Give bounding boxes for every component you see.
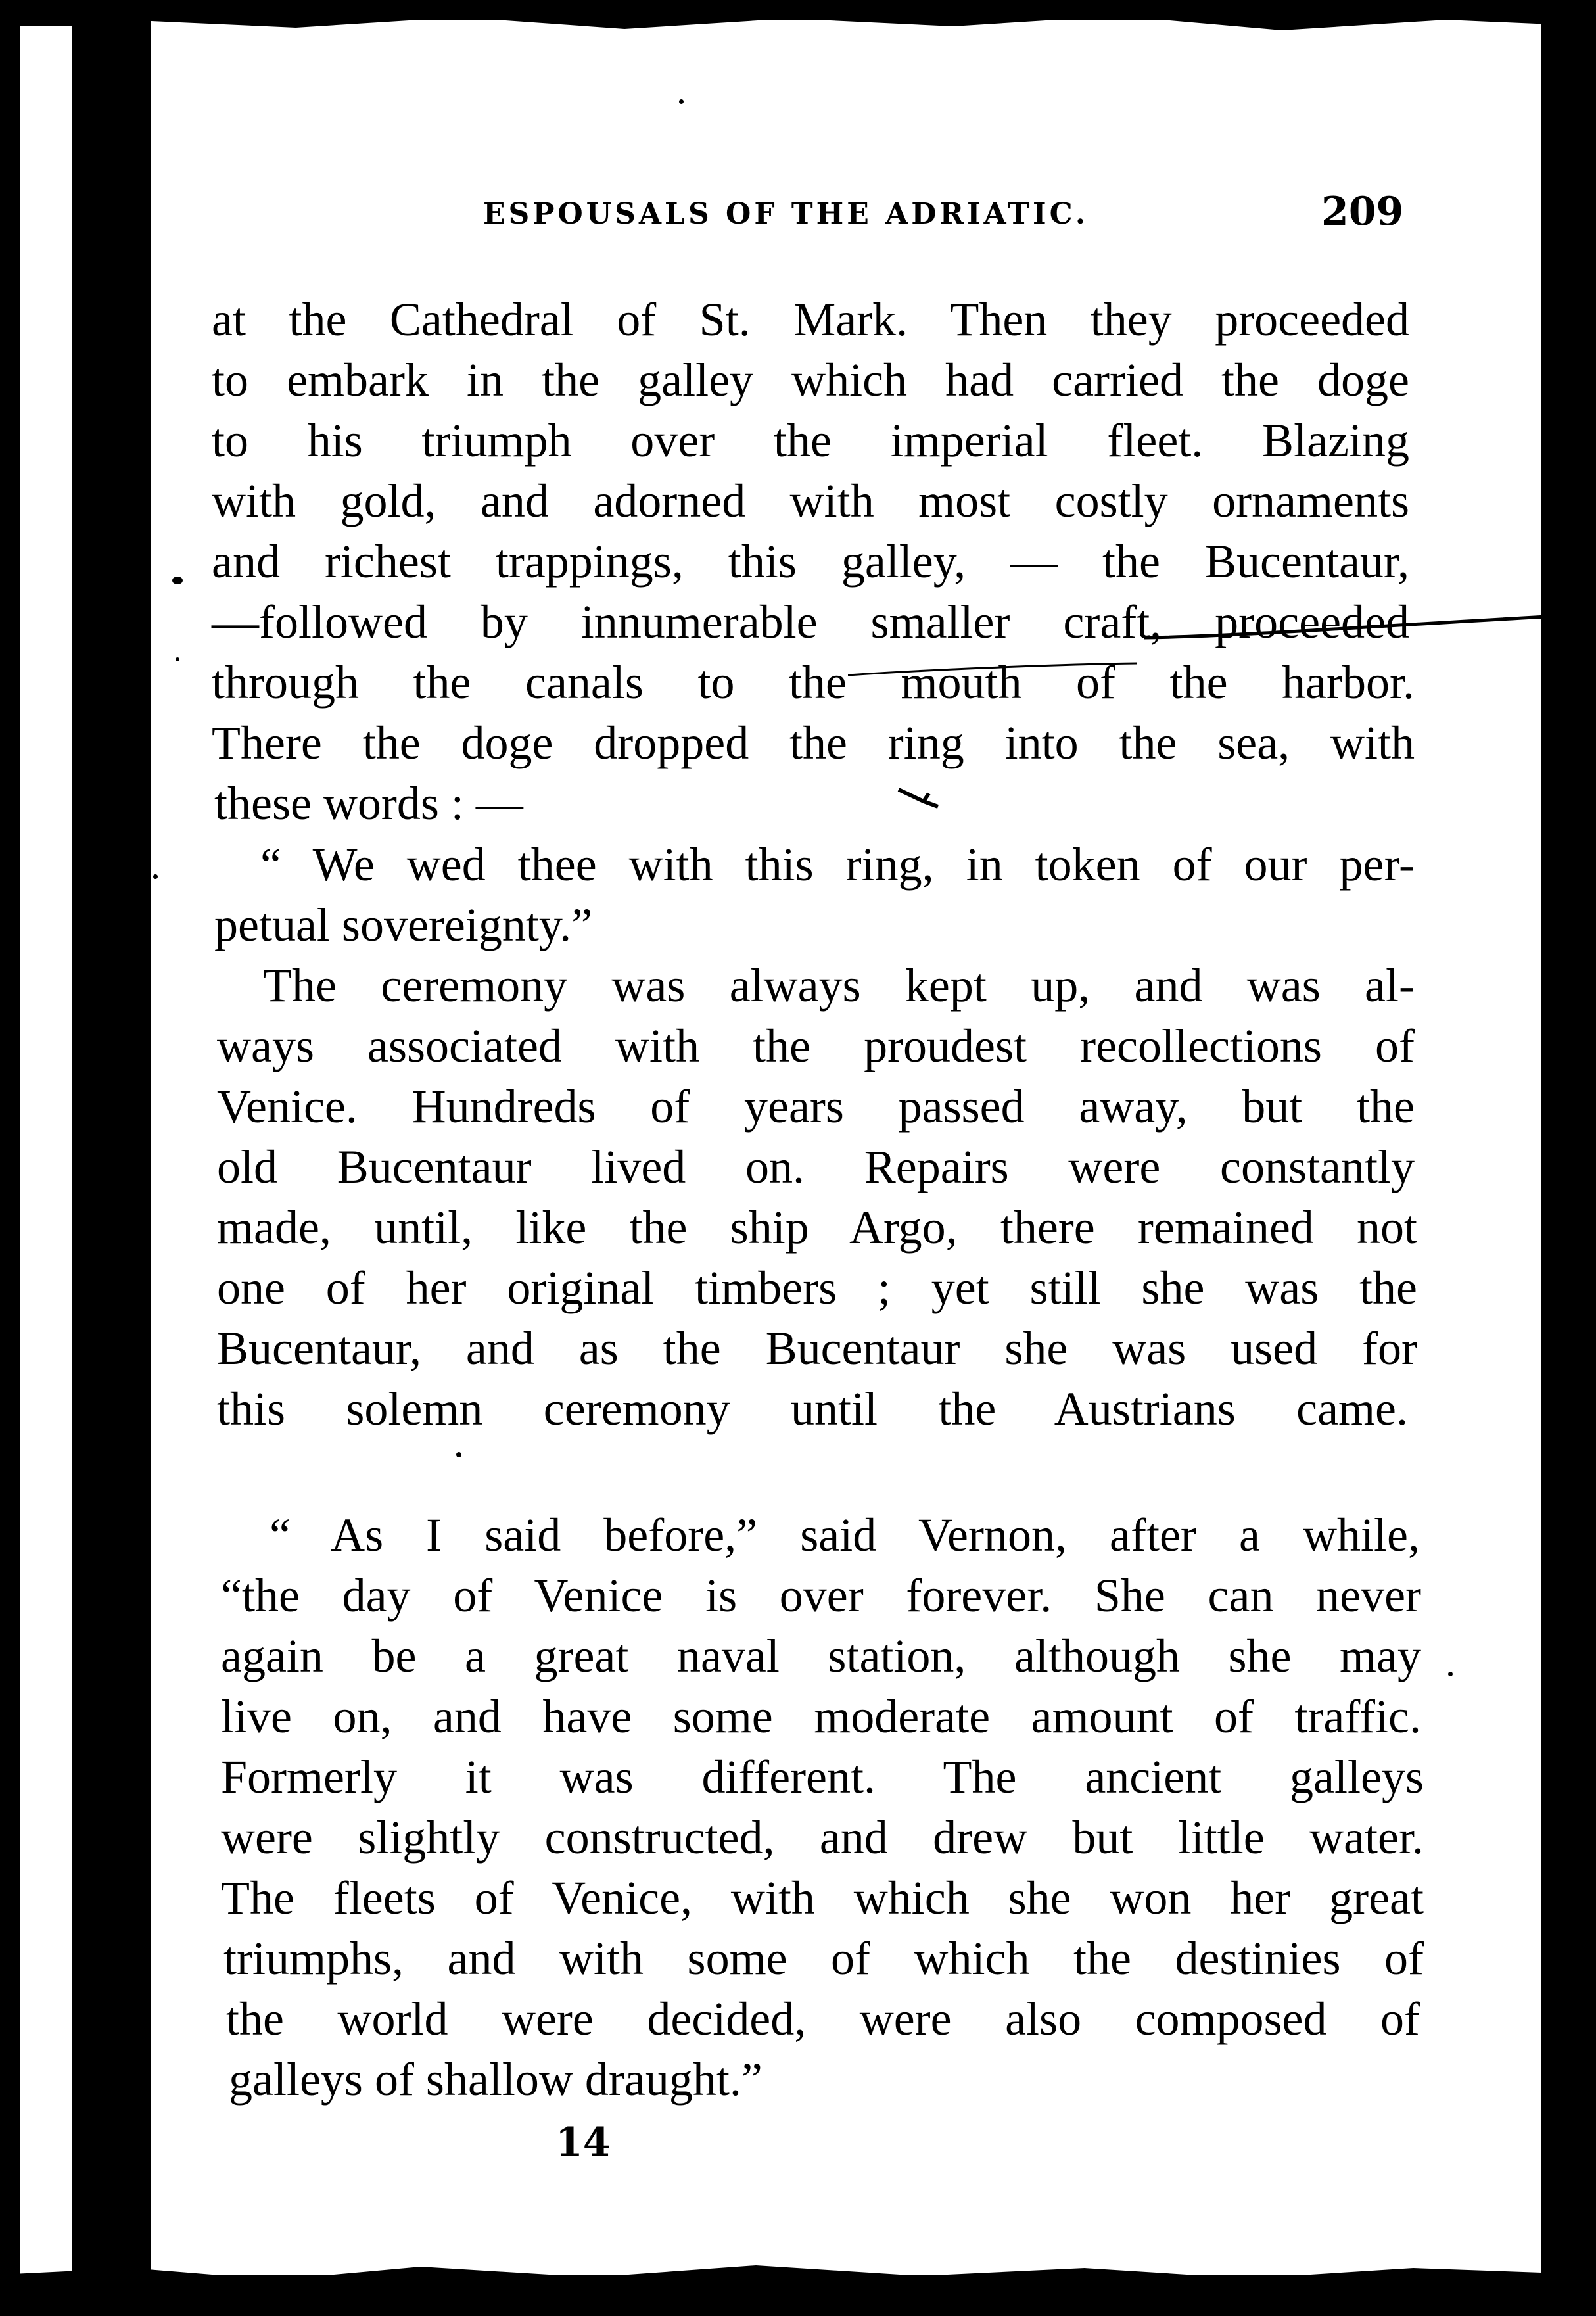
underline-pen-mark <box>848 661 1137 680</box>
text-line: old Bucentaur lived on. Repairs were constantly <box>217 1141 1415 1193</box>
page-number: 209 <box>1321 189 1404 235</box>
text-line: at the Cathedral of St. Mark. Then they proceeded <box>212 293 1409 346</box>
text-line: live on, and have some moderate amount of traffic. <box>221 1690 1421 1743</box>
ink-speck <box>679 99 684 104</box>
text-line: made, until, like the ship Argo, there remained not <box>217 1201 1417 1254</box>
scan-edge-noise-bottom <box>0 2248 1596 2316</box>
pen-stroke-mark <box>1144 611 1571 651</box>
text-line: —followed by innumerable smaller craft, proceeded <box>212 596 1409 648</box>
margin-arrow-mark <box>897 786 943 812</box>
text-line: again be a great naval station, although she may <box>221 1630 1421 1682</box>
text-line: There the doge dropped the ring into the sea, with <box>212 717 1415 769</box>
text-line: were slightly constructed, and drew but little water. <box>221 1811 1424 1864</box>
scan-edge-noise-top <box>0 0 1596 53</box>
text-line: The fleets of Venice, with which she won her great <box>221 1872 1424 1924</box>
text-line: “the day of Venice is over forever. She can never <box>221 1569 1421 1622</box>
ink-speck <box>153 874 158 879</box>
text-line: galleys of shallow draught.” <box>229 2053 763 2106</box>
ink-speck <box>176 657 179 661</box>
text-line: Bucentaur, and as the Bucentaur she was used for <box>217 1322 1417 1375</box>
text-line: The ceremony was always kept up, and was al- <box>263 959 1415 1012</box>
text-line: the world were decided, were also composed of <box>226 1993 1420 2045</box>
text-line: and richest trappings, this galley, — the Bucentaur, <box>212 535 1409 588</box>
signature-mark: 14 <box>555 2119 611 2165</box>
text-line: these words : — <box>214 777 523 830</box>
text-line: ways associated with the proudest recollections of <box>217 1020 1415 1072</box>
text-line: to embark in the galley which had carried the doge <box>212 354 1409 406</box>
text-line: Venice. Hundreds of years passed away, but the <box>217 1080 1415 1133</box>
scan-edge-noise-right <box>1512 0 1596 2316</box>
text-line: to his triumph over the imperial fleet. Blazing <box>212 414 1409 467</box>
text-line: through the canals to the mouth of the harbor. <box>212 656 1415 709</box>
text-line: with gold, and adorned with most costly ornaments <box>212 475 1409 527</box>
ink-speck <box>1448 1672 1453 1676</box>
text-line: one of her original timbers ; yet still she was the <box>217 1262 1417 1314</box>
running-head-title: ESPOUSALS OF THE ADRIATIC. <box>483 197 1089 231</box>
text-line: Formerly it was different. The ancient galleys <box>221 1751 1424 1803</box>
text-line: “ As I said before,” said Vernon, after a while, <box>270 1509 1420 1561</box>
ink-speck <box>456 1452 461 1457</box>
text-line: petual sovereignty.” <box>214 899 593 951</box>
text-line: “ We wed thee with this ring, in token of our per- <box>260 838 1415 891</box>
facing-page-edge <box>20 26 72 2288</box>
ink-speck <box>172 577 183 584</box>
text-line: this solemn ceremony until the Austrians came. <box>217 1383 1408 1435</box>
text-line: triumphs, and with some of which the destinies of <box>223 1932 1424 1985</box>
